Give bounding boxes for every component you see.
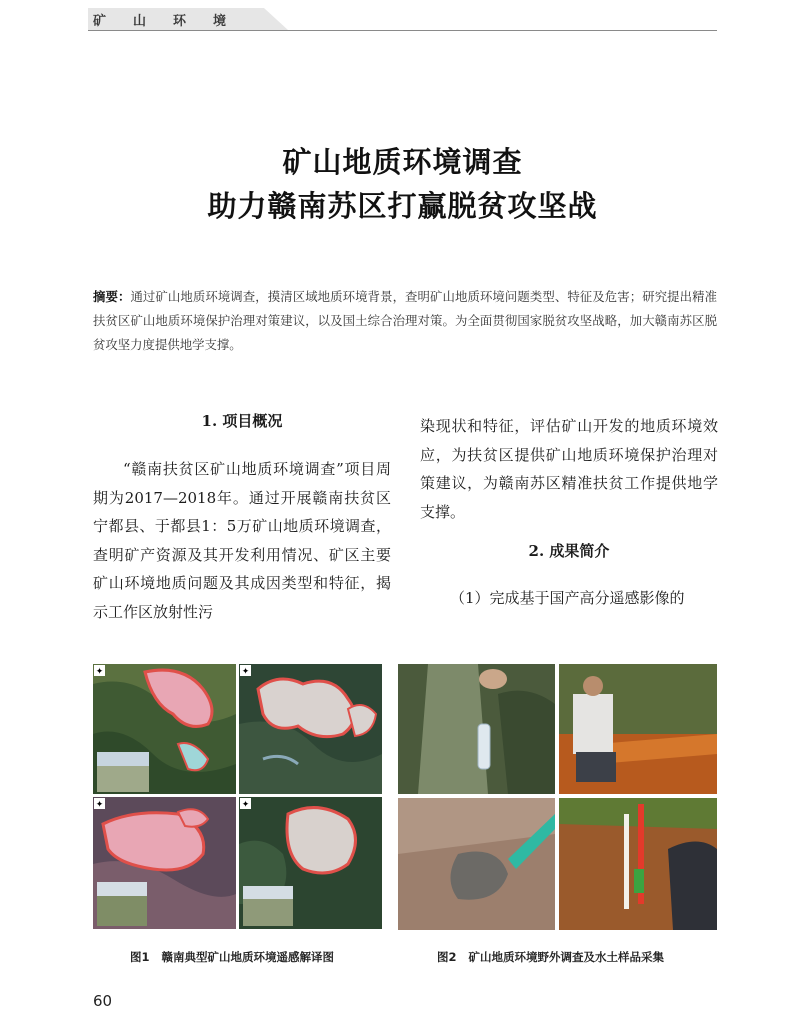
article-title-line2: 助力赣南苏区打赢脱贫攻坚战 [207, 189, 598, 223]
photo-rusty-stream [559, 664, 717, 794]
paragraph-project-overview: “赣南扶贫区矿山地质环境调查”项目周期为2017—2018年。通过开展赣南扶贫区宁都县、于都县1：5万矿山地质环境调查，查明矿产资源及其开发利用情况、矿区主要矿山环境地质问题及其成因类型和特征，揭示工作区放射性污 [93, 460, 391, 621]
paragraph-results-1: （1）完成基于国产高分遥感影像的 [450, 589, 685, 607]
body-column-left [93, 455, 391, 626]
map-panel-1 [93, 664, 236, 794]
body-column-right-2 [420, 584, 718, 613]
abstract-text: 通过矿山地质环境调查，摸清区域地质环境背景，查明矿山地质环境问题类型、特征及危害；研究提出精准扶贫区矿山地质环境保护治理对策建议，以及国土综合治理对策。为全面贯彻国家脱贫攻坚战略，加大赣南苏区脱贫攻坚力度提供地学支撑。 [93, 289, 718, 352]
figure-2-number: 图2 [437, 950, 457, 964]
svg-text:✦: ✦ [241, 667, 250, 677]
svg-text:✦: ✦ [95, 800, 104, 810]
page-number: 60 [93, 992, 113, 1010]
figure-2-field-photos [398, 664, 717, 930]
body-column-right [420, 412, 718, 526]
map-panel-2 [239, 664, 382, 794]
figure-1-number: 图1 [130, 950, 150, 964]
photo-soil-profile [559, 798, 717, 930]
paragraph-project-overview-cont: 染现状和特征，评估矿山开发的地质环境效应，为扶贫区提供矿山地质环境保护治理对策建议，为赣南苏区精准扶贫工作提供地学支撑。 [420, 417, 718, 521]
abstract-label: 摘要： [93, 289, 131, 304]
photo-water-sampling [398, 664, 555, 794]
header-section-label: 矿山环境 [93, 14, 254, 29]
map-panel-4 [239, 797, 382, 929]
photo-soil-shovel [398, 798, 555, 930]
svg-text:✦: ✦ [241, 800, 250, 810]
section-heading-1: 1. 项目概况 [201, 412, 283, 430]
header-rule [88, 30, 717, 31]
figure-1-caption-text: 赣南典型矿山地质环境遥感解译图 [161, 950, 335, 964]
map-panel-3 [93, 797, 236, 929]
section-heading-2: 2. 成果简介 [528, 542, 610, 560]
figure-1-remote-sensing-maps [93, 664, 382, 929]
figure-2-caption [437, 949, 664, 965]
abstract [93, 285, 717, 357]
svg-text:✦: ✦ [95, 667, 104, 677]
figure-2-caption-text: 矿山地质环境野外调查及水土样品采集 [468, 950, 665, 964]
article-title-line1: 矿山地质环境调查 [282, 145, 523, 179]
figure-1-caption [130, 949, 334, 965]
